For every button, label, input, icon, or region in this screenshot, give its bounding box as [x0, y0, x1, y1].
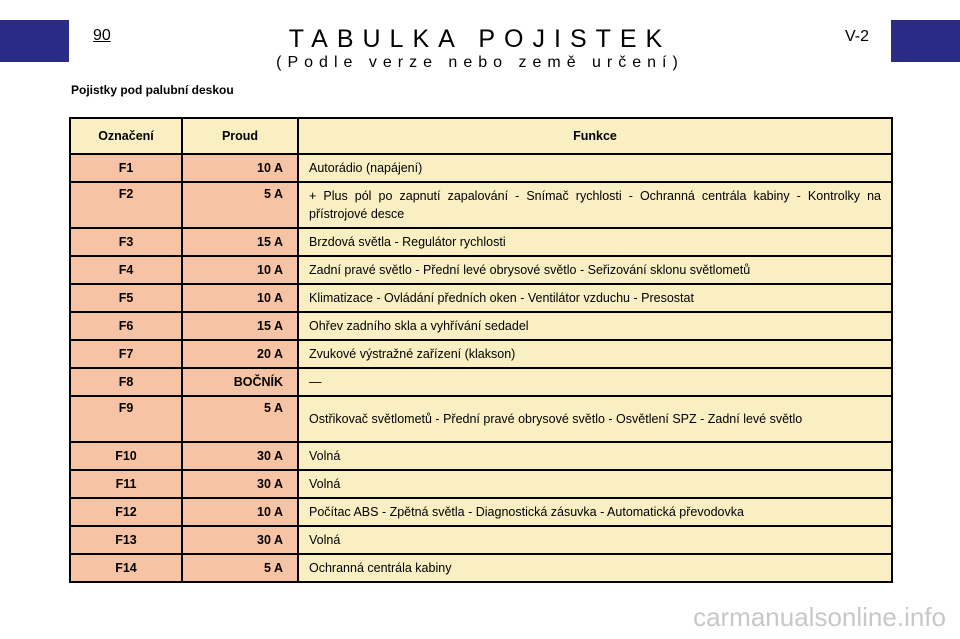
- fuse-id: F4: [70, 256, 182, 284]
- fuse-id: F1: [70, 154, 182, 182]
- fuse-id: F13: [70, 526, 182, 554]
- table-row: [70, 368, 892, 396]
- fuse-current: 5 A: [182, 182, 298, 228]
- table-row: [70, 396, 892, 442]
- fuse-id: F8: [70, 368, 182, 396]
- table-row: [70, 340, 892, 368]
- watermark-text: carmanualsonline.info: [693, 602, 946, 632]
- fuse-current: 15 A: [182, 228, 298, 256]
- fuse-id: F11: [70, 470, 182, 498]
- table-row: [70, 284, 892, 312]
- table-row: [70, 256, 892, 284]
- table-row: [70, 228, 892, 256]
- table-row: [70, 182, 892, 228]
- table-row: [70, 498, 892, 526]
- fuse-function: Brzdová světla - Regulátor rychlosti: [298, 228, 892, 256]
- fuse-table: [69, 117, 893, 583]
- table-caption: Pojistky pod palubní deskou: [71, 83, 234, 97]
- fuse-function: + Plus pól po zapnutí zapalování - Snímač rychlosti - Ochranná centrála kabiny - Kontrolky na přístrojové desce: [298, 182, 892, 228]
- fuse-function: Volná: [298, 526, 892, 554]
- fuse-current: 10 A: [182, 256, 298, 284]
- table-row: [70, 312, 892, 340]
- fuse-id: F2: [70, 182, 182, 228]
- fuse-current: 20 A: [182, 340, 298, 368]
- fuse-function: Ohřev zadního skla a vyhřívání sedadel: [298, 312, 892, 340]
- fuse-id: F14: [70, 554, 182, 582]
- fuse-function: Ostřikovač světlometů - Přední pravé obrysové světlo - Osvětlení SPZ - Zadní levé světlo: [298, 396, 892, 442]
- page-title: TABULKA POJISTEK: [288, 25, 672, 53]
- fuse-function: Autorádio (napájení): [298, 154, 892, 182]
- fuse-id: F3: [70, 228, 182, 256]
- fuse-function: Ochranná centrála kabiny: [298, 554, 892, 582]
- fuse-current: 5 A: [182, 554, 298, 582]
- fuse-current: 30 A: [182, 442, 298, 470]
- table-header-row: [70, 118, 892, 154]
- fuse-id: F12: [70, 498, 182, 526]
- fuse-function: Zadní pravé světlo - Přední levé obrysové světlo - Seřizování sklonu světlometů: [298, 256, 892, 284]
- fuse-current: 10 A: [182, 154, 298, 182]
- page-number-link[interactable]: 90: [93, 27, 111, 44]
- fuse-current: 30 A: [182, 470, 298, 498]
- fuse-current: 5 A: [182, 396, 298, 442]
- fuse-current: 30 A: [182, 526, 298, 554]
- column-header-function: Funkce: [298, 118, 892, 154]
- table-row: [70, 154, 892, 182]
- fuse-function: Volná: [298, 442, 892, 470]
- fuse-function: Klimatizace - Ovládání předních oken - Ventilátor vzduchu - Presostat: [298, 284, 892, 312]
- fuse-current: 10 A: [182, 498, 298, 526]
- table-row: [70, 526, 892, 554]
- fuse-function: Volná: [298, 470, 892, 498]
- fuse-current: 10 A: [182, 284, 298, 312]
- fuse-id: F5: [70, 284, 182, 312]
- fuse-id: F9: [70, 396, 182, 442]
- fuse-function: Počítac ABS - Zpětná světla - Diagnostická zásuvka - Automatická převodovka: [298, 498, 892, 526]
- page-subtitle: (Podle verze nebo země určení): [276, 54, 684, 71]
- table-row: [70, 470, 892, 498]
- section-code: V-2: [844, 28, 869, 45]
- table-row: [70, 442, 892, 470]
- column-header-current: Proud: [182, 118, 298, 154]
- fuse-function: Zvukové výstražné zařízení (klakson): [298, 340, 892, 368]
- table-row: [70, 554, 892, 582]
- fuse-current: 15 A: [182, 312, 298, 340]
- fuse-current: BOČNÍK: [182, 368, 298, 396]
- fuse-id: F7: [70, 340, 182, 368]
- column-header-designation: Označení: [70, 118, 182, 154]
- fuse-id: F6: [70, 312, 182, 340]
- fuse-function: —: [298, 368, 892, 396]
- fuse-id: F10: [70, 442, 182, 470]
